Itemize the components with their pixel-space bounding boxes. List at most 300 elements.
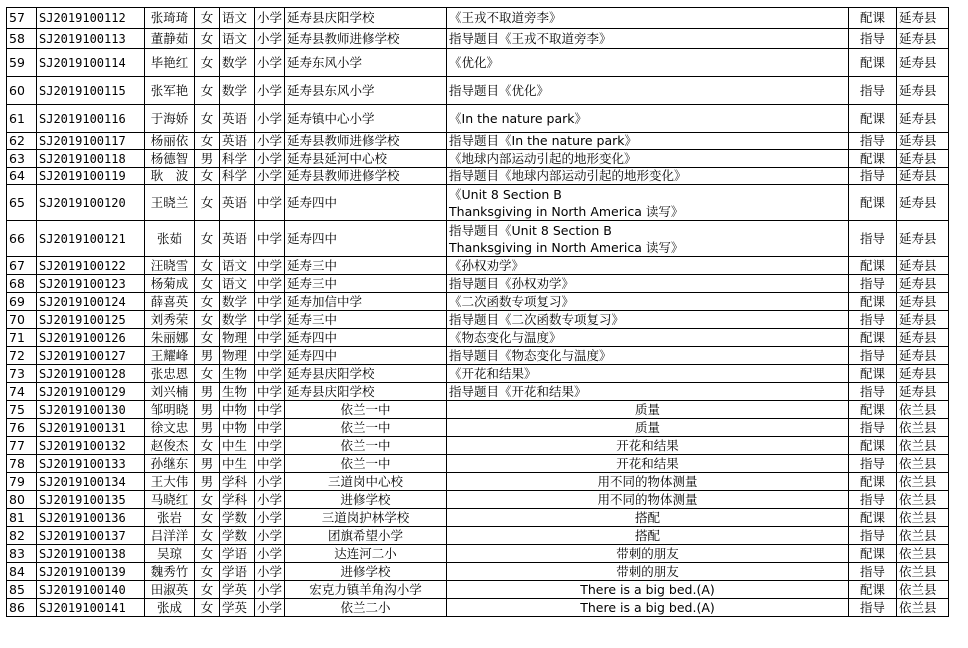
school-name-cell: 延寿县庆阳学校 bbox=[285, 383, 447, 401]
lesson-title-cell: 《Unit 8 Section B Thanksgiving in North America 读写》 bbox=[447, 185, 849, 221]
school-name-cell: 延寿县东风小学 bbox=[285, 77, 447, 105]
county-cell: 延寿县 bbox=[897, 77, 949, 105]
teacher-name-cell: 杨菊成 bbox=[145, 275, 195, 293]
school-name-cell: 延寿县庆阳学校 bbox=[285, 365, 447, 383]
row-number-cell: 64 bbox=[7, 168, 37, 185]
gender-cell: 女 bbox=[195, 527, 220, 545]
county-cell: 依兰县 bbox=[897, 599, 949, 617]
subject-cell: 生物 bbox=[220, 383, 255, 401]
table-row bbox=[7, 311, 949, 329]
row-number-cell: 81 bbox=[7, 509, 37, 527]
gender-cell: 女 bbox=[195, 365, 220, 383]
gender-cell: 男 bbox=[195, 455, 220, 473]
gender-cell: 女 bbox=[195, 77, 220, 105]
table-row bbox=[7, 293, 949, 311]
teacher-name-cell: 孙继东 bbox=[145, 455, 195, 473]
row-number-cell: 77 bbox=[7, 437, 37, 455]
gender-cell: 女 bbox=[195, 563, 220, 581]
school-name-cell: 延寿县教师进修学校 bbox=[285, 29, 447, 49]
subject-cell: 中物 bbox=[220, 419, 255, 437]
subject-cell: 中物 bbox=[220, 401, 255, 419]
school-name-cell: 延寿三中 bbox=[285, 275, 447, 293]
county-cell: 延寿县 bbox=[897, 49, 949, 77]
row-number-cell: 65 bbox=[7, 185, 37, 221]
id-code-cell: SJ2019100134 bbox=[37, 473, 145, 491]
row-number-cell: 71 bbox=[7, 329, 37, 347]
row-number-cell: 70 bbox=[7, 311, 37, 329]
subject-cell: 学科 bbox=[220, 473, 255, 491]
role-cell: 指导 bbox=[849, 347, 897, 365]
school-name-cell: 延寿县教师进修学校 bbox=[285, 133, 447, 150]
id-code-cell: SJ2019100124 bbox=[37, 293, 145, 311]
teacher-name-cell: 田淑英 bbox=[145, 581, 195, 599]
lesson-title-cell: 指导题目《孙权劝学》 bbox=[447, 275, 849, 293]
lesson-title-cell: 指导题目《Unit 8 Section B Thanksgiving in North America 读写》 bbox=[447, 221, 849, 257]
school-level-cell: 小学 bbox=[255, 473, 285, 491]
school-level-cell: 小学 bbox=[255, 150, 285, 168]
table-row bbox=[7, 455, 949, 473]
gender-cell: 女 bbox=[195, 581, 220, 599]
subject-cell: 英语 bbox=[220, 105, 255, 133]
gender-cell: 男 bbox=[195, 473, 220, 491]
county-cell: 依兰县 bbox=[897, 527, 949, 545]
lesson-title-cell: 用不同的物体测量 bbox=[447, 473, 849, 491]
gender-cell: 女 bbox=[195, 185, 220, 221]
lesson-title-cell: There is a big bed.(A) bbox=[447, 599, 849, 617]
school-level-cell: 小学 bbox=[255, 491, 285, 509]
role-cell: 配课 bbox=[849, 509, 897, 527]
school-name-cell: 延寿四中 bbox=[285, 347, 447, 365]
gender-cell: 男 bbox=[195, 150, 220, 168]
gender-cell: 女 bbox=[195, 491, 220, 509]
county-cell: 延寿县 bbox=[897, 347, 949, 365]
teacher-name-cell: 王耀峰 bbox=[145, 347, 195, 365]
school-name-cell: 延寿四中 bbox=[285, 185, 447, 221]
school-name-cell: 延寿三中 bbox=[285, 311, 447, 329]
teacher-name-cell: 张忠恩 bbox=[145, 365, 195, 383]
id-code-cell: SJ2019100120 bbox=[37, 185, 145, 221]
table-row bbox=[7, 545, 949, 563]
teacher-name-cell: 汪晓雪 bbox=[145, 257, 195, 275]
subject-cell: 语文 bbox=[220, 275, 255, 293]
lesson-title-cell: 指导题目《王戎不取道旁李》 bbox=[447, 29, 849, 49]
role-cell: 配课 bbox=[849, 8, 897, 29]
school-level-cell: 小学 bbox=[255, 8, 285, 29]
county-cell: 延寿县 bbox=[897, 8, 949, 29]
role-cell: 指导 bbox=[849, 29, 897, 49]
teacher-name-cell: 张琦琦 bbox=[145, 8, 195, 29]
lesson-title-cell: 《In the nature park》 bbox=[447, 105, 849, 133]
row-number-cell: 85 bbox=[7, 581, 37, 599]
row-number-cell: 83 bbox=[7, 545, 37, 563]
county-cell: 依兰县 bbox=[897, 581, 949, 599]
id-code-cell: SJ2019100133 bbox=[37, 455, 145, 473]
id-code-cell: SJ2019100126 bbox=[37, 329, 145, 347]
role-cell: 指导 bbox=[849, 221, 897, 257]
lesson-title-cell: 指导题目《地球内部运动引起的地形变化》 bbox=[447, 168, 849, 185]
id-code-cell: SJ2019100130 bbox=[37, 401, 145, 419]
school-level-cell: 小学 bbox=[255, 168, 285, 185]
role-cell: 配课 bbox=[849, 581, 897, 599]
subject-cell: 中生 bbox=[220, 437, 255, 455]
row-number-cell: 66 bbox=[7, 221, 37, 257]
role-cell: 指导 bbox=[849, 133, 897, 150]
row-number-cell: 84 bbox=[7, 563, 37, 581]
teacher-name-cell: 赵俊杰 bbox=[145, 437, 195, 455]
table-row bbox=[7, 275, 949, 293]
subject-cell: 英语 bbox=[220, 185, 255, 221]
role-cell: 指导 bbox=[849, 77, 897, 105]
school-name-cell: 三道岗中心校 bbox=[285, 473, 447, 491]
lesson-title-cell: 带刺的朋友 bbox=[447, 545, 849, 563]
gender-cell: 女 bbox=[195, 49, 220, 77]
teacher-name-cell: 刘兴楠 bbox=[145, 383, 195, 401]
role-cell: 指导 bbox=[849, 527, 897, 545]
gender-cell: 女 bbox=[195, 293, 220, 311]
table-row bbox=[7, 581, 949, 599]
school-level-cell: 小学 bbox=[255, 29, 285, 49]
county-cell: 依兰县 bbox=[897, 509, 949, 527]
county-cell: 延寿县 bbox=[897, 168, 949, 185]
role-cell: 配课 bbox=[849, 473, 897, 491]
row-number-cell: 75 bbox=[7, 401, 37, 419]
id-code-cell: SJ2019100114 bbox=[37, 49, 145, 77]
school-name-cell: 达连河二小 bbox=[285, 545, 447, 563]
id-code-cell: SJ2019100121 bbox=[37, 221, 145, 257]
subject-cell: 物理 bbox=[220, 329, 255, 347]
gender-cell: 女 bbox=[195, 168, 220, 185]
subject-cell: 英语 bbox=[220, 133, 255, 150]
school-level-cell: 中学 bbox=[255, 455, 285, 473]
gender-cell: 男 bbox=[195, 383, 220, 401]
school-name-cell: 延寿四中 bbox=[285, 221, 447, 257]
teacher-name-cell: 王大伟 bbox=[145, 473, 195, 491]
county-cell: 延寿县 bbox=[897, 257, 949, 275]
school-level-cell: 中学 bbox=[255, 401, 285, 419]
school-name-cell: 团旗希望小学 bbox=[285, 527, 447, 545]
row-number-cell: 67 bbox=[7, 257, 37, 275]
subject-cell: 学英 bbox=[220, 581, 255, 599]
school-name-cell: 延寿四中 bbox=[285, 329, 447, 347]
id-code-cell: SJ2019100136 bbox=[37, 509, 145, 527]
school-level-cell: 小学 bbox=[255, 527, 285, 545]
subject-cell: 学科 bbox=[220, 491, 255, 509]
id-code-cell: SJ2019100129 bbox=[37, 383, 145, 401]
county-cell: 延寿县 bbox=[897, 185, 949, 221]
school-name-cell: 依兰一中 bbox=[285, 455, 447, 473]
lesson-title-cell: 指导题目《In the nature park》 bbox=[447, 133, 849, 150]
school-name-cell: 延寿东风小学 bbox=[285, 49, 447, 77]
row-number-cell: 61 bbox=[7, 105, 37, 133]
row-number-cell: 72 bbox=[7, 347, 37, 365]
subject-cell: 科学 bbox=[220, 168, 255, 185]
subject-cell: 学数 bbox=[220, 527, 255, 545]
teacher-name-cell: 魏秀竹 bbox=[145, 563, 195, 581]
teacher-name-cell: 吴琼 bbox=[145, 545, 195, 563]
school-level-cell: 小学 bbox=[255, 581, 285, 599]
role-cell: 指导 bbox=[849, 419, 897, 437]
subject-cell: 学数 bbox=[220, 509, 255, 527]
role-cell: 配课 bbox=[849, 105, 897, 133]
table-row bbox=[7, 133, 949, 150]
teacher-name-cell: 朱丽娜 bbox=[145, 329, 195, 347]
role-cell: 配课 bbox=[849, 49, 897, 77]
row-number-cell: 74 bbox=[7, 383, 37, 401]
table-row bbox=[7, 401, 949, 419]
gender-cell: 女 bbox=[195, 329, 220, 347]
id-code-cell: SJ2019100138 bbox=[37, 545, 145, 563]
county-cell: 依兰县 bbox=[897, 545, 949, 563]
id-code-cell: SJ2019100118 bbox=[37, 150, 145, 168]
id-code-cell: SJ2019100115 bbox=[37, 77, 145, 105]
school-name-cell: 依兰一中 bbox=[285, 401, 447, 419]
teacher-name-cell: 张茹 bbox=[145, 221, 195, 257]
county-cell: 延寿县 bbox=[897, 133, 949, 150]
subject-cell: 生物 bbox=[220, 365, 255, 383]
gender-cell: 女 bbox=[195, 221, 220, 257]
school-level-cell: 中学 bbox=[255, 293, 285, 311]
id-code-cell: SJ2019100141 bbox=[37, 599, 145, 617]
table-row bbox=[7, 257, 949, 275]
subject-cell: 语文 bbox=[220, 29, 255, 49]
row-number-cell: 57 bbox=[7, 8, 37, 29]
lesson-title-cell: 指导题目《开花和结果》 bbox=[447, 383, 849, 401]
subject-cell: 学语 bbox=[220, 563, 255, 581]
school-level-cell: 小学 bbox=[255, 49, 285, 77]
county-cell: 延寿县 bbox=[897, 383, 949, 401]
gender-cell: 女 bbox=[195, 105, 220, 133]
table-row bbox=[7, 29, 949, 49]
table-row bbox=[7, 563, 949, 581]
subject-cell: 中生 bbox=[220, 455, 255, 473]
row-number-cell: 68 bbox=[7, 275, 37, 293]
role-cell: 配课 bbox=[849, 257, 897, 275]
row-number-cell: 82 bbox=[7, 527, 37, 545]
role-cell: 配课 bbox=[849, 185, 897, 221]
table-row bbox=[7, 419, 949, 437]
table-row bbox=[7, 168, 949, 185]
county-cell: 依兰县 bbox=[897, 491, 949, 509]
lesson-title-cell: 《开花和结果》 bbox=[447, 365, 849, 383]
teacher-name-cell: 张成 bbox=[145, 599, 195, 617]
role-cell: 配课 bbox=[849, 365, 897, 383]
lesson-title-cell: 《物态变化与温度》 bbox=[447, 329, 849, 347]
county-cell: 延寿县 bbox=[897, 365, 949, 383]
table-row bbox=[7, 599, 949, 617]
id-code-cell: SJ2019100139 bbox=[37, 563, 145, 581]
school-level-cell: 小学 bbox=[255, 77, 285, 105]
subject-cell: 物理 bbox=[220, 347, 255, 365]
row-number-cell: 73 bbox=[7, 365, 37, 383]
row-number-cell: 59 bbox=[7, 49, 37, 77]
school-level-cell: 中学 bbox=[255, 185, 285, 221]
role-cell: 指导 bbox=[849, 455, 897, 473]
school-name-cell: 宏克力镇羊角沟小学 bbox=[285, 581, 447, 599]
table-row bbox=[7, 437, 949, 455]
row-number-cell: 62 bbox=[7, 133, 37, 150]
lesson-title-cell: 《王戎不取道旁李》 bbox=[447, 8, 849, 29]
gender-cell: 男 bbox=[195, 401, 220, 419]
role-cell: 配课 bbox=[849, 545, 897, 563]
lesson-title-cell: 开花和结果 bbox=[447, 455, 849, 473]
role-cell: 配课 bbox=[849, 150, 897, 168]
lesson-title-cell: 带刺的朋友 bbox=[447, 563, 849, 581]
school-level-cell: 小学 bbox=[255, 545, 285, 563]
id-code-cell: SJ2019100131 bbox=[37, 419, 145, 437]
teacher-name-cell: 杨丽依 bbox=[145, 133, 195, 150]
row-number-cell: 60 bbox=[7, 77, 37, 105]
school-level-cell: 中学 bbox=[255, 257, 285, 275]
school-name-cell: 延寿加信中学 bbox=[285, 293, 447, 311]
gender-cell: 女 bbox=[195, 8, 220, 29]
school-level-cell: 中学 bbox=[255, 347, 285, 365]
row-number-cell: 69 bbox=[7, 293, 37, 311]
lesson-title-cell: 《地球内部运动引起的地形变化》 bbox=[447, 150, 849, 168]
id-code-cell: SJ2019100140 bbox=[37, 581, 145, 599]
table-row bbox=[7, 509, 949, 527]
teacher-name-cell: 张军艳 bbox=[145, 77, 195, 105]
table-row bbox=[7, 49, 949, 77]
table-row bbox=[7, 527, 949, 545]
id-code-cell: SJ2019100116 bbox=[37, 105, 145, 133]
school-level-cell: 小学 bbox=[255, 133, 285, 150]
lesson-title-cell: 搭配 bbox=[447, 527, 849, 545]
row-number-cell: 79 bbox=[7, 473, 37, 491]
row-number-cell: 58 bbox=[7, 29, 37, 49]
lesson-title-cell: 指导题目《二次函数专项复习》 bbox=[447, 311, 849, 329]
gender-cell: 女 bbox=[195, 437, 220, 455]
county-cell: 依兰县 bbox=[897, 401, 949, 419]
table-row bbox=[7, 185, 949, 221]
table-row bbox=[7, 329, 949, 347]
school-level-cell: 小学 bbox=[255, 563, 285, 581]
school-name-cell: 进修学校 bbox=[285, 563, 447, 581]
lesson-title-cell: 质量 bbox=[447, 419, 849, 437]
county-cell: 依兰县 bbox=[897, 437, 949, 455]
school-level-cell: 中学 bbox=[255, 221, 285, 257]
school-name-cell: 延寿县教师进修学校 bbox=[285, 168, 447, 185]
subject-cell: 英语 bbox=[220, 221, 255, 257]
school-name-cell: 延寿县延河中心校 bbox=[285, 150, 447, 168]
county-cell: 依兰县 bbox=[897, 563, 949, 581]
school-level-cell: 小学 bbox=[255, 105, 285, 133]
county-cell: 延寿县 bbox=[897, 293, 949, 311]
teacher-name-cell: 吕洋洋 bbox=[145, 527, 195, 545]
lesson-title-cell: There is a big bed.(A) bbox=[447, 581, 849, 599]
lesson-title-cell: 搭配 bbox=[447, 509, 849, 527]
table-row bbox=[7, 105, 949, 133]
role-cell: 指导 bbox=[849, 311, 897, 329]
role-cell: 配课 bbox=[849, 329, 897, 347]
teacher-name-cell: 董静茹 bbox=[145, 29, 195, 49]
school-name-cell: 进修学校 bbox=[285, 491, 447, 509]
subject-cell: 学语 bbox=[220, 545, 255, 563]
table-row bbox=[7, 77, 949, 105]
teacher-name-cell: 薛喜英 bbox=[145, 293, 195, 311]
lesson-title-cell: 《孙权劝学》 bbox=[447, 257, 849, 275]
county-cell: 依兰县 bbox=[897, 473, 949, 491]
teacher-name-cell: 刘秀荣 bbox=[145, 311, 195, 329]
county-cell: 延寿县 bbox=[897, 29, 949, 49]
subject-cell: 数学 bbox=[220, 293, 255, 311]
lesson-title-cell: 指导题目《优化》 bbox=[447, 77, 849, 105]
school-name-cell: 延寿镇中心小学 bbox=[285, 105, 447, 133]
gender-cell: 女 bbox=[195, 311, 220, 329]
id-code-cell: SJ2019100125 bbox=[37, 311, 145, 329]
role-cell: 配课 bbox=[849, 401, 897, 419]
subject-cell: 科学 bbox=[220, 150, 255, 168]
id-code-cell: SJ2019100128 bbox=[37, 365, 145, 383]
data-table bbox=[6, 7, 949, 617]
school-level-cell: 中学 bbox=[255, 365, 285, 383]
role-cell: 指导 bbox=[849, 275, 897, 293]
id-code-cell: SJ2019100135 bbox=[37, 491, 145, 509]
teacher-name-cell: 张岩 bbox=[145, 509, 195, 527]
county-cell: 延寿县 bbox=[897, 105, 949, 133]
table-row bbox=[7, 365, 949, 383]
lesson-title-cell: 开花和结果 bbox=[447, 437, 849, 455]
teacher-name-cell: 徐文忠 bbox=[145, 419, 195, 437]
role-cell: 指导 bbox=[849, 491, 897, 509]
school-level-cell: 小学 bbox=[255, 599, 285, 617]
table-row bbox=[7, 473, 949, 491]
gender-cell: 男 bbox=[195, 347, 220, 365]
gender-cell: 女 bbox=[195, 275, 220, 293]
gender-cell: 女 bbox=[195, 29, 220, 49]
table-row bbox=[7, 347, 949, 365]
school-level-cell: 中学 bbox=[255, 437, 285, 455]
role-cell: 配课 bbox=[849, 293, 897, 311]
table-row bbox=[7, 383, 949, 401]
gender-cell: 女 bbox=[195, 545, 220, 563]
gender-cell: 女 bbox=[195, 599, 220, 617]
row-number-cell: 86 bbox=[7, 599, 37, 617]
school-level-cell: 中学 bbox=[255, 419, 285, 437]
county-cell: 延寿县 bbox=[897, 221, 949, 257]
row-number-cell: 80 bbox=[7, 491, 37, 509]
id-code-cell: SJ2019100127 bbox=[37, 347, 145, 365]
id-code-cell: SJ2019100112 bbox=[37, 8, 145, 29]
school-level-cell: 小学 bbox=[255, 509, 285, 527]
school-name-cell: 依兰二小 bbox=[285, 599, 447, 617]
role-cell: 指导 bbox=[849, 168, 897, 185]
table-row bbox=[7, 221, 949, 257]
teacher-name-cell: 毕艳红 bbox=[145, 49, 195, 77]
id-code-cell: SJ2019100122 bbox=[37, 257, 145, 275]
county-cell: 依兰县 bbox=[897, 419, 949, 437]
table-row bbox=[7, 150, 949, 168]
subject-cell: 数学 bbox=[220, 49, 255, 77]
school-name-cell: 延寿县庆阳学校 bbox=[285, 8, 447, 29]
school-level-cell: 中学 bbox=[255, 311, 285, 329]
id-code-cell: SJ2019100137 bbox=[37, 527, 145, 545]
lesson-title-cell: 《优化》 bbox=[447, 49, 849, 77]
id-code-cell: SJ2019100113 bbox=[37, 29, 145, 49]
role-cell: 指导 bbox=[849, 563, 897, 581]
gender-cell: 男 bbox=[195, 419, 220, 437]
county-cell: 延寿县 bbox=[897, 329, 949, 347]
table-row bbox=[7, 491, 949, 509]
lesson-title-cell: 用不同的物体测量 bbox=[447, 491, 849, 509]
subject-cell: 数学 bbox=[220, 311, 255, 329]
teacher-name-cell: 邹明晓 bbox=[145, 401, 195, 419]
table-row bbox=[7, 8, 949, 29]
row-number-cell: 78 bbox=[7, 455, 37, 473]
county-cell: 依兰县 bbox=[897, 455, 949, 473]
school-name-cell: 依兰一中 bbox=[285, 437, 447, 455]
lesson-title-cell: 《二次函数专项复习》 bbox=[447, 293, 849, 311]
county-cell: 延寿县 bbox=[897, 150, 949, 168]
